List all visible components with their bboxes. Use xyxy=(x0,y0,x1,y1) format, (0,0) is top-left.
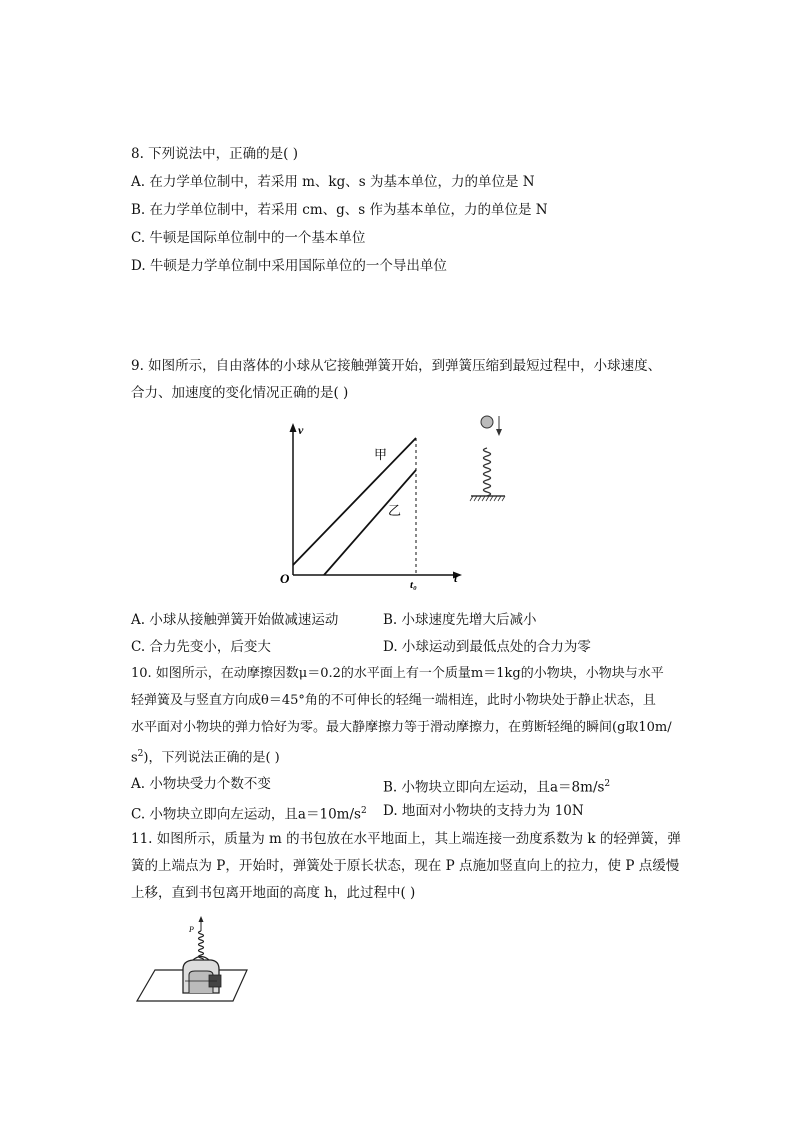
graph-label-yi: 乙 xyxy=(388,504,402,519)
q8-stem: 8. 下列说法中，正确的是( ) xyxy=(131,146,298,162)
ball-icon xyxy=(481,416,493,428)
q8-option-a: A. 在力学单位制中，若采用 m、kg、s 为基本单位，力的单位是 N xyxy=(131,174,535,190)
q9-stem-line1: 9. 如图所示，自由落体的小球从它接触弹簧开始，到弹簧压缩到最短过程中，小球速度、 xyxy=(131,358,662,374)
q10-option-c-text: C. 小物块立即向左运动，且a＝10m/s xyxy=(131,806,361,823)
graph-label-jia: 甲 xyxy=(374,448,388,463)
q10-stem-line4 xyxy=(131,744,280,768)
q9-vt-graph xyxy=(276,420,471,590)
spring-icon xyxy=(484,448,491,496)
graph-t0-label: t₀ xyxy=(410,579,417,590)
q10-unit-sup: 2 xyxy=(137,749,144,759)
point-p-label: P xyxy=(189,925,194,934)
q10-unit-s: s xyxy=(131,750,138,766)
q9-stem-line2: 合力、加速度的变化情况正确的是( ) xyxy=(131,385,349,401)
q10-option-b-text: B. 小物块立即向左运动，且a＝8m/s xyxy=(383,779,605,796)
q10-option-c-sup: 2 xyxy=(360,806,367,816)
q8-option-c: C. 牛顿是国际单位制中的一个基本单位 xyxy=(131,230,366,246)
q9-option-b: B. 小球速度先增大后减小 xyxy=(383,612,537,628)
graph-v-label: v xyxy=(298,423,304,437)
arrow-down-icon xyxy=(496,429,502,436)
graph-t-label: t xyxy=(454,571,458,585)
schoolbag-spring-figure xyxy=(133,915,253,1007)
q10-option-d: D. 地面对小物块的支持力为 10N xyxy=(383,803,584,819)
spring-ball-figure xyxy=(465,412,515,504)
graph-origin-label: O xyxy=(280,571,290,586)
q8-option-b: B. 在力学单位制中，若采用 cm、g、s 作为基本单位，力的单位是 N xyxy=(131,202,548,218)
q11-stem-line3: 上移，直到书包离开地面的高度 h，此过程中( ) xyxy=(131,885,416,901)
schoolbag-icon xyxy=(183,957,221,994)
q10-option-c xyxy=(131,801,367,825)
q11-stem-line2: 簧的上端点为 P，开始时，弹簧处于原长状态，现在 P 点施加竖直向上的拉力，使 P 点缓慢 xyxy=(131,858,680,874)
arrow-up-icon xyxy=(199,916,204,922)
q10-stem-end: )，下列说法正确的是( ) xyxy=(143,750,280,766)
q11-stem-line1: 11. 如图所示，质量为 m 的书包放在水平地面上，其上端连接一劲度系数为 k 的轻弹簧，弹 xyxy=(131,831,681,847)
q9-option-c: C. 合力先变小，后变大 xyxy=(131,639,271,655)
q10-option-b xyxy=(383,774,610,798)
q8-option-d: D. 牛顿是力学单位制中采用国际单位的一个导出单位 xyxy=(131,258,447,274)
q10-stem-line1: 10. 如图所示，在动摩擦因数μ＝0.2的水平面上有一个质量m＝1kg的小物块，小物块与水平 xyxy=(131,666,664,681)
q10-option-b-sup: 2 xyxy=(604,779,611,789)
q10-option-a: A. 小物块受力个数不变 xyxy=(131,776,271,792)
q9-option-a: A. 小球从接触弹簧开始做减速运动 xyxy=(131,612,339,628)
q10-stem-line2: 轻弹簧及与竖直方向成θ＝45°角的不可伸长的轻绳一端相连，此时小物块处于静止状态，且 xyxy=(131,693,656,708)
q10-stem-line3: 水平面对小物块的弹力恰好为零。最大静摩擦力等于滑动摩擦力，在剪断轻绳的瞬间(g取10m/ xyxy=(131,720,672,735)
q9-option-d: D. 小球运动到最低点处的合力为零 xyxy=(383,639,591,655)
